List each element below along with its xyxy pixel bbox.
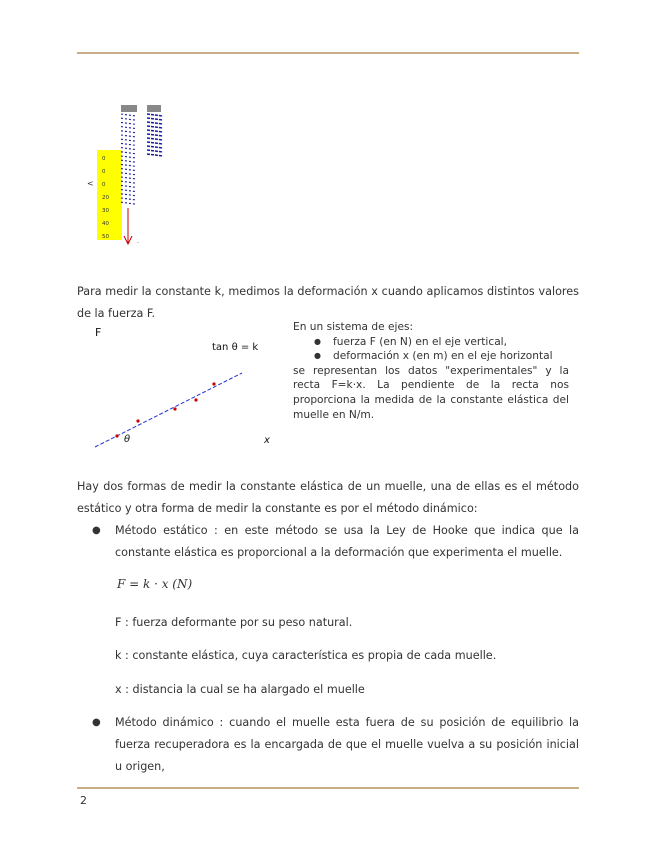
graph-y-label: F [95,326,102,339]
spring-coil [147,122,163,124]
spring-figure [85,100,170,250]
spring-coil [121,202,136,204]
list-item-static [77,520,579,564]
spring-coil [147,118,163,120]
spring-coil [121,181,136,183]
spring-coil [121,122,136,124]
list-item-dynamic [77,712,579,778]
spring-coil [147,126,163,128]
bullet-dot: ● [92,525,101,536]
data-point [194,398,197,401]
graph-x-label: x [264,435,270,446]
axes-bullet-deformation: ● deformación x (en m) en el eje horizontal [333,349,569,364]
spring-coil [121,160,136,162]
hooke-formula [117,577,192,591]
spring-coil [121,177,136,179]
data-point [136,419,139,422]
graph-angle-label: θ [124,434,131,445]
spring2-clamp [147,105,161,112]
spring-coil [147,134,163,136]
hooke-graph [90,320,280,450]
scale-label: 30 [102,208,109,214]
spring-coil [121,190,136,192]
definition-x: x : distancia la cual se ha alargado el muelle [115,683,365,696]
spring-coil [121,131,136,133]
spring-coil [121,148,136,150]
axes-bullet-force: ● fuerza F (en N) en el eje vertical, [333,335,569,350]
spring-coil [121,194,136,196]
spring-coil [147,138,163,140]
page-number: 2 [80,794,87,807]
graph-annotation: tan θ = k [212,342,259,353]
yellow-scale [97,150,122,240]
spring1-clamp [121,105,137,112]
spring1-coils [121,114,136,204]
axes-list [293,335,569,364]
spring-coil [121,169,136,171]
spring-coil [147,146,163,148]
data-point [173,407,176,410]
data-point [115,434,118,437]
paragraph-methods: Hay dos formas de medir la constante elástica de un muelle, una de ellas es el método estático y otra forma de medir la constante es por el método dinámico: [77,480,579,516]
side-mark: < [87,179,94,188]
list-item-dynamic-text: Método dinámico : cuando el muelle esta fuera de su posición de equilibrio la fuerza recuperadora es la encargada de que el muelle vuelva a su posición inicial u origen, [115,716,579,773]
bullet-dot: ● [92,717,101,728]
definition-f: F : fuerza deformante por su peso natural. [115,616,353,629]
axes-intro: En un sistema de ejes: [293,321,414,333]
data-point [212,382,215,385]
spring-coil [121,135,136,137]
spring-coil [121,198,136,200]
scale-label: 0 [102,182,106,188]
scale-label: 0 [102,169,106,175]
spring-coil [147,114,163,116]
axes-description [293,320,569,422]
spring-coil [121,118,136,120]
scale-label: 40 [102,221,109,227]
footer-rule [77,787,579,789]
spring-coil [147,142,163,144]
definition-k: k : constante elástica, cuya característica es propia de cada muelle. [115,649,497,662]
scale-label: 20 [102,195,109,201]
spring-coil [121,185,136,187]
spring-coil [121,127,136,129]
paragraph-intro: Para medir la constante k, medimos la deformación x cuando aplicamos distintos valores de la fuerza F. [77,285,579,321]
spring-coil [147,154,163,156]
arrow-label: . [137,238,139,245]
scale-label: 50 [102,234,109,240]
spring2-coils [147,114,163,156]
scale-label: 0 [102,156,106,162]
spring-coil [121,152,136,154]
spring-coil [121,156,136,158]
spring-coil [121,114,136,116]
list-item-static-text: Método estático : en este método se usa la Ley de Hooke que indica que la constante elástica es proporcional a la deformación que experimenta el muelle. [115,524,579,559]
spring-coil [121,173,136,175]
hooke-formula-text: F = k · x (N) [117,577,193,591]
spring-coil [147,130,163,132]
spring-coil [121,143,136,145]
axes-body: se representan los datos "experimentales" y la recta F=k·x. La pendiente de la recta nos proporciona la medida de la constante elástica del muelle en N/m. [293,364,569,421]
spring-coil [147,150,163,152]
spring-coil [121,164,136,166]
header-rule [77,52,579,54]
spring-coil [121,139,136,141]
